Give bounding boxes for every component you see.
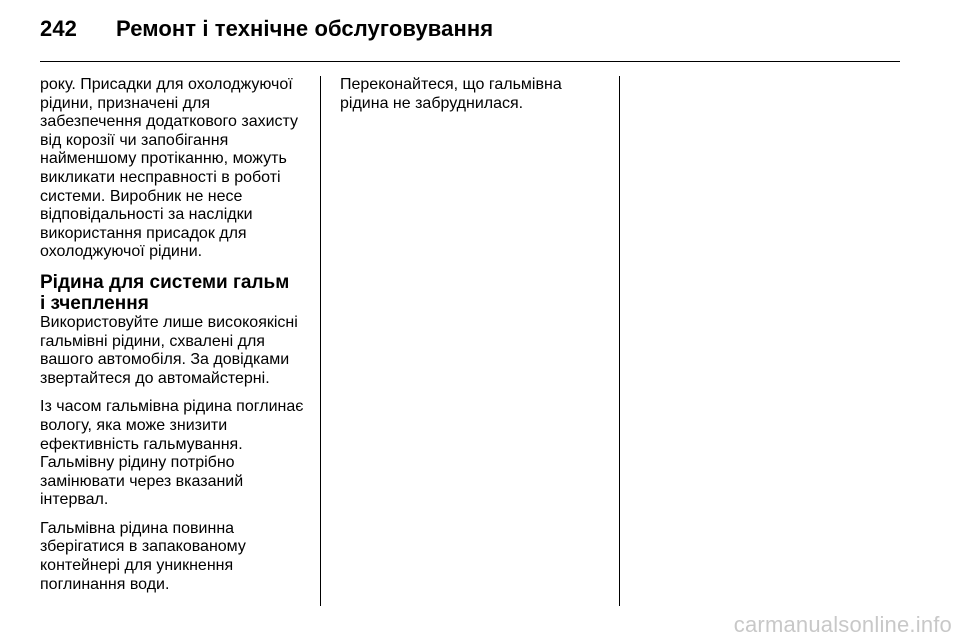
page-number: 242 bbox=[40, 16, 78, 41]
section-heading-brake-fluid: Рідина для системи гальм і зчеплення bbox=[40, 271, 290, 314]
text-column-left bbox=[40, 76, 312, 604]
page-title: Ремонт і технічне обслуговування bbox=[116, 16, 494, 41]
column-divider-left bbox=[320, 76, 321, 606]
paragraph-brake-fluid-storage: Гальмівна рідина повинна зберігатися в запакованому контейнері для уникнення поглинання води. bbox=[40, 519, 246, 593]
page-header bbox=[40, 16, 493, 48]
text-column-middle bbox=[340, 76, 610, 123]
header-rule bbox=[40, 61, 900, 62]
paragraph-brake-fluid-contamination: Переконайтеся, що гальмівна рідина не забруднилася. bbox=[340, 76, 562, 112]
column-divider-right bbox=[619, 76, 620, 606]
paragraph-coolant-additives: року. Присадки для охолоджуючої рідини, призначені для забезпечення додаткового захисту від корозії чи запобігання найменшому протіканню, можуть викликати несправності в роботі системи. Виробник не несе відповідальності за наслідки використання присадок для охолоджуючої рідини. bbox=[40, 76, 299, 261]
paragraph-brake-fluid-quality: Використовуйте лише високоякісні гальмівні рідини, схвалені для вашого автомобіля. За довідками звертайтеся до автомайстерні. bbox=[40, 313, 298, 387]
paragraph-brake-fluid-moisture: Із часом гальмівна рідина поглинає вологу, яка може знизити ефективність гальмування. Гальмівну рідину потрібно замінювати через вказаний інтервал. bbox=[40, 398, 304, 509]
watermark: carmanualsonline.info bbox=[733, 612, 952, 637]
